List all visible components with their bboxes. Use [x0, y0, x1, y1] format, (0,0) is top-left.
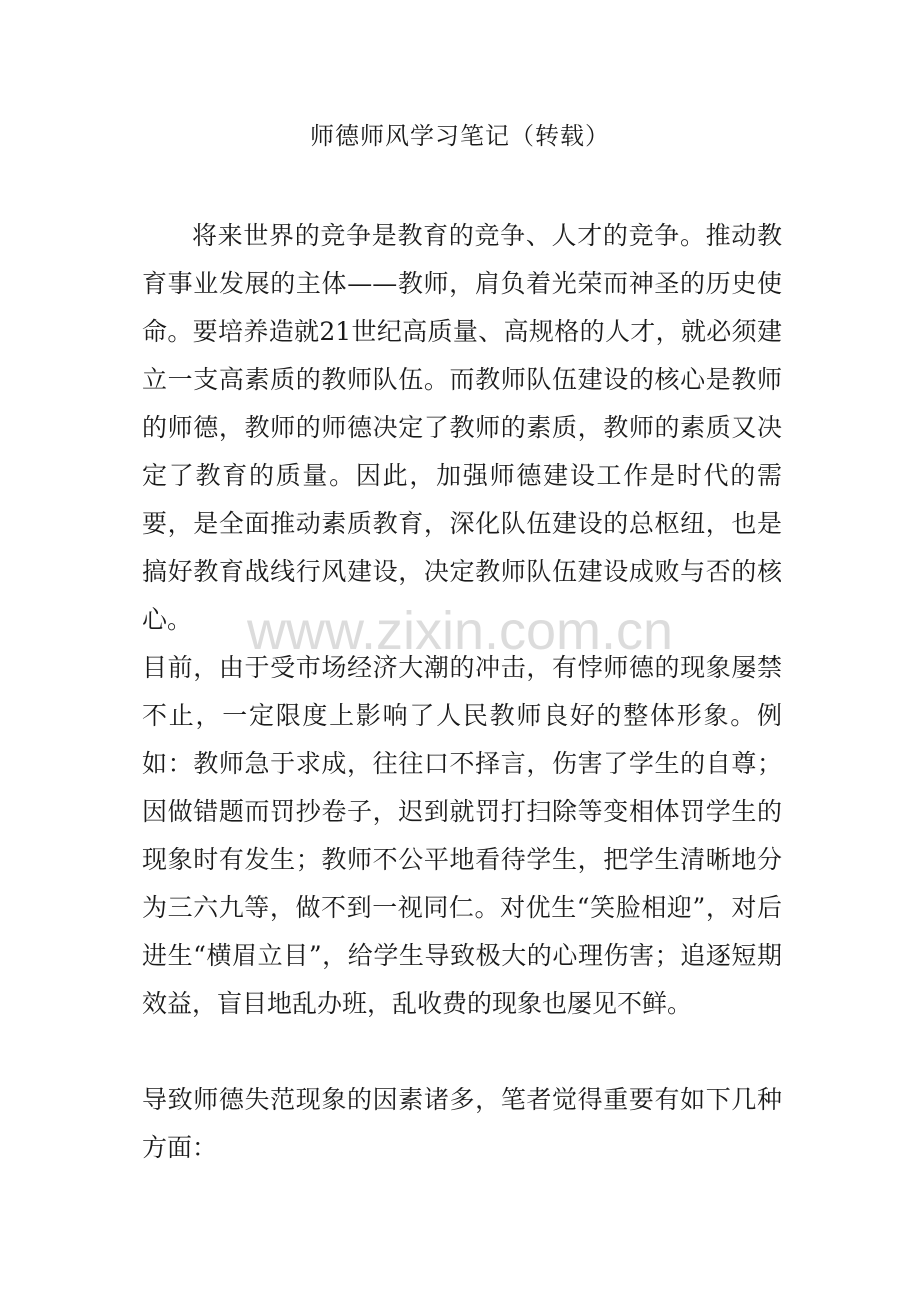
watermark: www.zixin.com.cn: [246, 601, 674, 661]
document-title: 师德师风学习笔记（转载）: [310, 122, 610, 150]
paragraph-current-issues: 目前，由于受市场经济大潮的冲击，有悖师德的现象屡禁不止，一定限度上影响了人民教师良好的整体形象。例如：教师急于求成，往往口不择言，伤害了学生的自尊；因做错题而罚抄卷子，迟到就罚打扫除等变相体罚学生的现象时有发生；教师不公平地看待学生，把学生清晰地分为三六九等，做不到一视同仁。对优生“笑脸相迎”，对后进生“横眉立目”，给学生导致极大的心理伤害；追逐短期效益，盲目地乱办班，乱收费的现象也屡见不鲜。: [142, 653, 782, 1018]
paragraph-intro: 将来世界的竞争是教育的竞争、人才的竞争。推动教育事业发展的主体——教师，肩负着光荣而神圣的历史使命。要培养造就21世纪高质量、高规格的人才，就必须建立一支高素质的教师队伍。而教师队伍建设的核心是教师的师德，教师的师德决定了教师的素质，教师的素质又决定了教育的质量。因此，加强师德建设工作是时代的需要，是全面推动素质教育，深化队伍建设的总枢纽，也是搞好教育战线行风建设，决定教师队伍建设成败与否的核心。: [142, 221, 782, 634]
paragraph-causes: 导致师德失范现象的因素诸多，笔者觉得重要有如下几种方面：: [142, 1085, 782, 1162]
